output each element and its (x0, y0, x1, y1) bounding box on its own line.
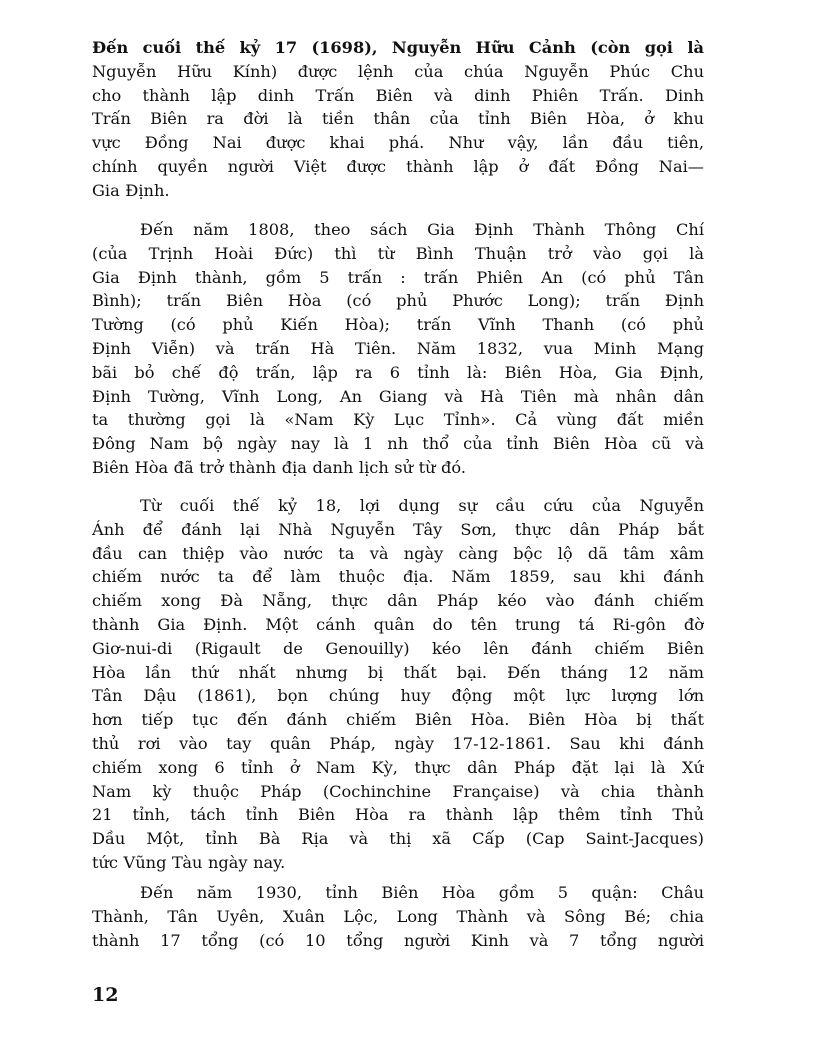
text-line: ta thường gọi là «Nam Kỳ Lục Tỉnh». Cả vùng đất miền (92, 410, 704, 430)
paragraph-3 (92, 494, 704, 875)
page-number: 12 (92, 984, 119, 1006)
text-line: Định Tường, Vĩnh Long, An Giang và Hà Tiên mà nhân dân (92, 386, 704, 406)
text-line: Giơ-nui-di (Rigault de Genouilly) kéo lên đánh chiếm Biên (92, 638, 704, 658)
text-line: hơn tiếp tục đến đánh chiếm Biên Hòa. Biên Hòa bị thất (92, 710, 704, 730)
text-line: Tường (có phủ Kiến Hòa); trấn Vĩnh Thanh (có phủ (92, 315, 704, 335)
text-line: Đến năm 1930, tỉnh Biên Hòa gồm 5 quận: Châu (140, 883, 704, 902)
text-line: Đến năm 1808, theo sách Gia Định Thành Thông Chí (140, 220, 704, 239)
text-line: bãi bỏ chế độ trấn, lập ra 6 tỉnh là: Biên Hòa, Gia Định, (92, 362, 704, 382)
text-line: thành 17 tổng (có 10 tổng người Kinh và 7 tổng người (92, 930, 704, 950)
paragraph-1 (92, 36, 704, 203)
text-line: Gia Định. (92, 180, 170, 200)
text-line: Từ cuối thế kỷ 18, lợi dụng sự cầu cứu của Nguyễn (140, 496, 704, 515)
text-line: Dầu Một, tỉnh Bà Rịa và thị xã Cấp (Cap Saint-Jacques) (92, 829, 704, 849)
text-line: thành Gia Định. Một cánh quân do tên trung tá Ri-gôn đờ (92, 614, 704, 634)
paragraph-2 (92, 218, 704, 480)
text-line: Bình); trấn Biên Hòa (có phủ Phước Long); trấn Định (92, 291, 704, 311)
text-line: Định Viễn) và trấn Hà Tiên. Năm 1832, vua Minh Mạng (92, 338, 704, 358)
text-line: Nam kỳ thuộc Pháp (Cochinchine Française) và chia thành (92, 781, 704, 801)
text-line: Thành, Tân Uyên, Xuân Lộc, Long Thành và Sông Bé; chia (92, 906, 704, 926)
text-line: vực Đồng Nai được khai phá. Như vậy, lần đầu tiên, (92, 133, 704, 153)
text-line: Tân Dậu (1861), bọn chúng huy động một lực lượng lớn (92, 686, 704, 706)
text-line: Hòa lần thứ nhất nhưng bị thất bại. Đến tháng 12 năm (92, 662, 704, 682)
text-line: 21 tỉnh, tách tỉnh Biên Hòa ra thành lập thêm tỉnh Thủ (92, 805, 704, 825)
text-line: Biên Hòa đã trở thành địa danh lịch sử từ đó. (92, 457, 467, 477)
text-line: chiếm xong 6 tỉnh ở Nam Kỳ, thực dân Pháp đặt lại là Xứ (92, 757, 704, 777)
text-line: cho thành lập dinh Trấn Biên và dinh Phiên Trấn. Dinh (92, 85, 704, 105)
text-line: Đến cuối thế kỷ 17 (1698), Nguyễn Hữu Cảnh (còn gọi là (92, 38, 704, 57)
paragraph-4 (92, 881, 704, 952)
text-line: chính quyền người Việt được thành lập ở đất Đồng Nai— (92, 156, 704, 176)
text-line: Đông Nam bộ ngày nay là 1 nh thổ của tỉnh Biên Hòa cũ và (92, 434, 704, 454)
text-line: đầu can thiệp vào nước ta và ngày càng bộc lộ dã tâm xâm (92, 543, 704, 563)
text-line: Gia Định thành, gồm 5 trấn : trấn Phiên An (có phủ Tân (92, 267, 704, 287)
text-line: Ánh để đánh lại Nhà Nguyễn Tây Sơn, thực dân Pháp bắt (92, 519, 704, 539)
text-line: chiếm xong Đà Nẵng, thực dân Pháp kéo vào đánh chiếm (92, 591, 704, 611)
text-line: Trấn Biên ra đời là tiền thân của tỉnh Biên Hòa, ở khu (92, 109, 704, 129)
text-line: (của Trịnh Hoài Đức) thì từ Bình Thuận trở vào gọi là (92, 243, 704, 263)
text-line: thủ rơi vào tay quân Pháp, ngày 17-12-1861. Sau khi đánh (92, 733, 704, 753)
text-line: Nguyễn Hữu Kính) được lệnh của chúa Nguyễn Phúc Chu (92, 61, 704, 81)
text-line: tức Vũng Tàu ngày nay. (92, 852, 286, 872)
text-line: chiếm nước ta để làm thuộc địa. Năm 1859, sau khi đánh (92, 567, 704, 587)
